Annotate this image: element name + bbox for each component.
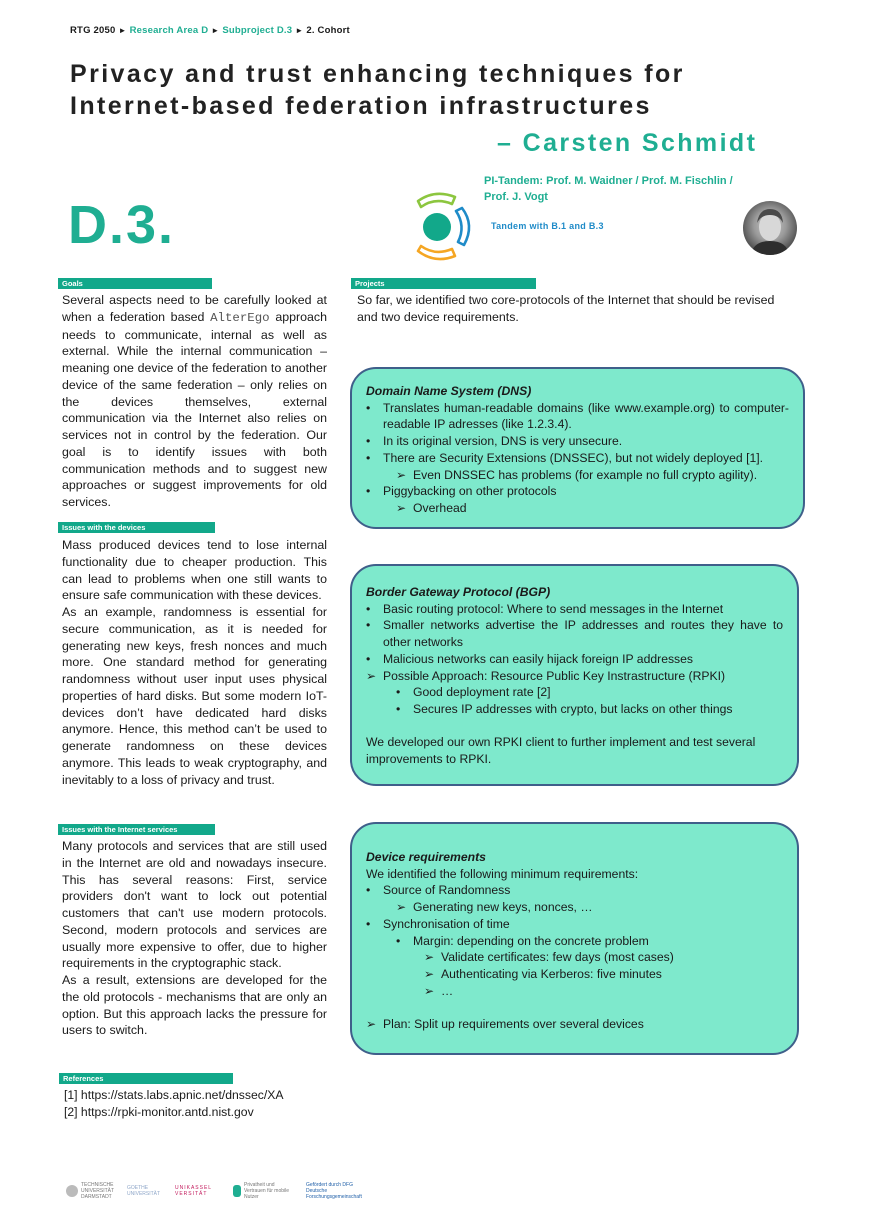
arrow-bullet-icon: ➢ [396,900,407,915]
devreq-subbullet-text: Margin: depending on the concrete problem [413,933,649,948]
dns-bullet [366,433,789,450]
arrow-bullet-icon: ➢ [396,500,407,515]
devreq-plan-text: Plan: Split up requirements over several devices [383,1017,644,1032]
dns-bullet-text: In its original version, DNS is very unsecure. [383,434,623,449]
projects-intro: So far, we identified two core-protocols of the Internet that should be revised and two device requirements. [357,293,775,324]
logo-privacy-trust [233,1182,292,1200]
logo-tu-darmstadt [66,1182,113,1200]
bgp-bullet [366,601,783,618]
breadcrumb-item-cohort: 2. Cohort [306,25,350,36]
goals-text [62,292,327,511]
devreq-plan [366,1016,783,1033]
reference-item[interactable]: [1] https://stats.labs.apnic.net/dnssec/XA [64,1088,284,1102]
bullet-icon: • [366,883,371,898]
dns-bullet-text: There are Security Extensions (DNSSEC), but not widely deployed [1]. [383,450,764,465]
arrow-bullet-icon: ➢ [424,983,435,998]
bgp-bullet-text: Smaller networks advertise the IP addresses and routes they have to other networks [383,618,783,650]
bullet-icon: • [366,434,371,449]
dns-subbullet-text: Overhead [413,500,467,515]
logo-uni-kassel: UNIKASSEL VERSITÄT [175,1185,212,1197]
devreq-subsubbullet-text: … [441,983,454,998]
section-heading-devices: Issues with the devices [58,522,215,533]
bgp-bullet [366,651,783,668]
section-heading-projects: Projects [351,278,536,289]
project-logo-icon [413,188,483,266]
references-list [64,1087,344,1120]
bullet-icon: • [396,933,401,948]
page-title [70,58,685,122]
internet-paragraph-2: As a result, extensions are developed for the the old protocols - mechanisms that are only an option. But this approach lacks the pressure for users to switch. [62,973,327,1038]
arrow-bullet-icon: ➢ [396,467,407,482]
bgp-bullet-text: Possible Approach: Resource Public Key Instrastructure (RPKI) [383,668,726,683]
arrow-bullet-icon: ➢ [424,950,435,965]
bullet-icon: • [366,450,371,465]
devreq-subbullet [396,899,783,916]
devreq-subsubbullet [424,966,783,983]
bgp-box [350,564,799,786]
internet-text [62,838,327,1039]
devreq-intro: We identified the following minimum requirements: [366,866,639,881]
breadcrumb [70,25,350,36]
bgp-bullet-text: Basic routing protocol: Where to send messages in the Internet [383,601,724,616]
devreq-bullet-text: Synchronisation of time [383,916,510,931]
bgp-subbullet-text: Good deployment rate [2] [413,685,551,700]
bgp-subbullet [396,701,783,718]
bgp-title: Border Gateway Protocol (BGP) [366,585,551,599]
breadcrumb-separator: ► [211,26,220,35]
tandem-note: Tandem with B.1 and B.3 [491,221,604,231]
author-name: – Carsten Schmidt [497,129,758,157]
logo-goethe: GOETHE UNIVERSITÄT [127,1185,161,1197]
privacy-logo-icon [233,1185,241,1197]
bgp-bullet-text: Malicious networks can easily hijack foreign IP addresses [383,651,694,666]
bullet-icon: • [366,916,371,931]
devreq-bullet [366,916,783,933]
bullet-icon: • [366,484,371,499]
devices-paragraph-2: As an example, randomness is essential for secure communication, as it is needed for generating new keys, fresh nonces and much more. One standard method for generating randomness without user input uses physical properties of hard disks. But some modern IoT-devices don’t have dedicated hard disks anymore. Hence, this method can’t be used to generate randomness on these devices anymore. This leads to weak cryptography, and inevitably to a loss of privacy and trust. [62,605,327,787]
project-code: D.3. [68,195,176,255]
dns-box [350,367,805,529]
breadcrumb-item-rtg: RTG 2050 [70,25,116,36]
bgp-bullet [366,617,783,650]
goals-text-before: Several aspects need to be carefully looked at when a federation based [62,293,327,324]
pi-line-2: Prof. J. Vogt [484,191,548,203]
dns-title: Domain Name System (DNS) [366,384,532,398]
section-heading-goals: Goals [58,278,212,289]
internet-paragraph-1: Many protocols and services that are still used in the Internet are old and nowadays insecure. This has several reasons: First, service providers don't want to lock out potential customers that can't use modern protocols. Second, modern protocols and services are usually more expensive to offer, due to higher requirements in the cryptographic stack. [62,839,327,971]
title-line-2: Internet-based federation infrastructures [70,92,652,120]
devreq-subbullet-text: Generating new keys, nonces, … [413,900,593,915]
dns-bullet [366,483,789,500]
arrow-bullet-icon: ➢ [366,668,377,683]
devreq-title: Device requirements [366,850,486,864]
dns-bullet [366,450,789,467]
devreq-subsubbullet [424,949,783,966]
title-line-1: Privacy and trust enhancing techniques for [70,60,685,88]
avatar [743,201,797,255]
logo-dfg: Gefördert durch DFG Deutsche Forschungsgemeinschaft [306,1182,362,1200]
pi-line-1: PI-Tandem: Prof. M. Waidner / Prof. M. Fischlin / [484,175,733,187]
breadcrumb-separator: ► [118,26,127,35]
bgp-closing: We developed our own RPKI client to further implement and test several improvements to RPKI. [366,735,756,767]
bullet-icon: • [396,685,401,700]
dns-subbullet-text: Even DNSSEC has problems (for example no full crypto agility). [413,467,758,482]
devices-text [62,537,327,788]
breadcrumb-separator: ► [295,26,304,35]
devreq-bullet [366,882,783,899]
dns-bullet-text: Translates human-readable domains (like www.example.org) to computer-readable IP adresses (like 1.2.3.4). [383,400,789,432]
devreq-subsubbullet-text: Validate certificates: few days (most cases) [441,950,674,965]
bullet-icon: • [396,701,401,716]
reference-item[interactable]: [2] https://rpki-monitor.antd.nist.gov [64,1104,254,1119]
devices-paragraph-1: Mass produced devices tend to lose internal functionality due to cheaper production. This can lead to problems when one still wants to ensure safe communication with these devices. [62,538,327,603]
breadcrumb-item-subproject: Subproject D.3 [222,25,293,36]
bgp-subbullet-text: Secures IP addresses with crypto, but lacks on other things [413,701,733,716]
tu-seal-icon [66,1185,78,1197]
section-heading-references: References [59,1073,233,1084]
bgp-bullet [366,668,783,685]
devreq-subsubbullet-text: Authenticating via Kerberos: five minutes [441,966,662,981]
arrow-bullet-icon: ➢ [366,1017,377,1032]
dns-bullet [366,400,789,433]
section-heading-internet: Issues with the Internet services [58,824,215,835]
devreq-bullet-text: Source of Randomness [383,883,511,898]
bullet-icon: • [366,618,371,633]
bgp-subbullet [396,684,783,701]
breadcrumb-item-research-area: Research Area D [129,25,209,36]
dns-bullet-text: Piggybacking on other protocols [383,484,557,499]
bullet-icon: • [366,601,371,616]
devreq-subsubbullet [424,983,783,1000]
goals-text-after: approach needs to communicate, internal as well as external. While the internal communication – meaning one device of the federation to another device of the same federation – only relies on the devices themselves, external communication via the Internet also relies on services not in control by the federation. Our goal is to identify issues with both communication methods and to suggest new approaches or suggest improvements for old services. [62,309,327,509]
dns-subbullet [396,467,789,484]
bullet-icon: • [366,400,371,415]
footer-logos [66,1180,396,1202]
logo-privacy-text: Privatheit und Vertrauen für mobile Nutzer [244,1182,290,1200]
device-requirements-box [350,822,799,1055]
logo-tu-text: TECHNISCHE UNIVERSITÄT DARMSTADT [81,1182,114,1200]
arrow-bullet-icon: ➢ [424,966,435,981]
goals-mono-term: AlterEgo [210,310,270,325]
bullet-icon: • [366,651,371,666]
devreq-subbullet [396,933,783,950]
dns-subbullet [396,500,789,517]
